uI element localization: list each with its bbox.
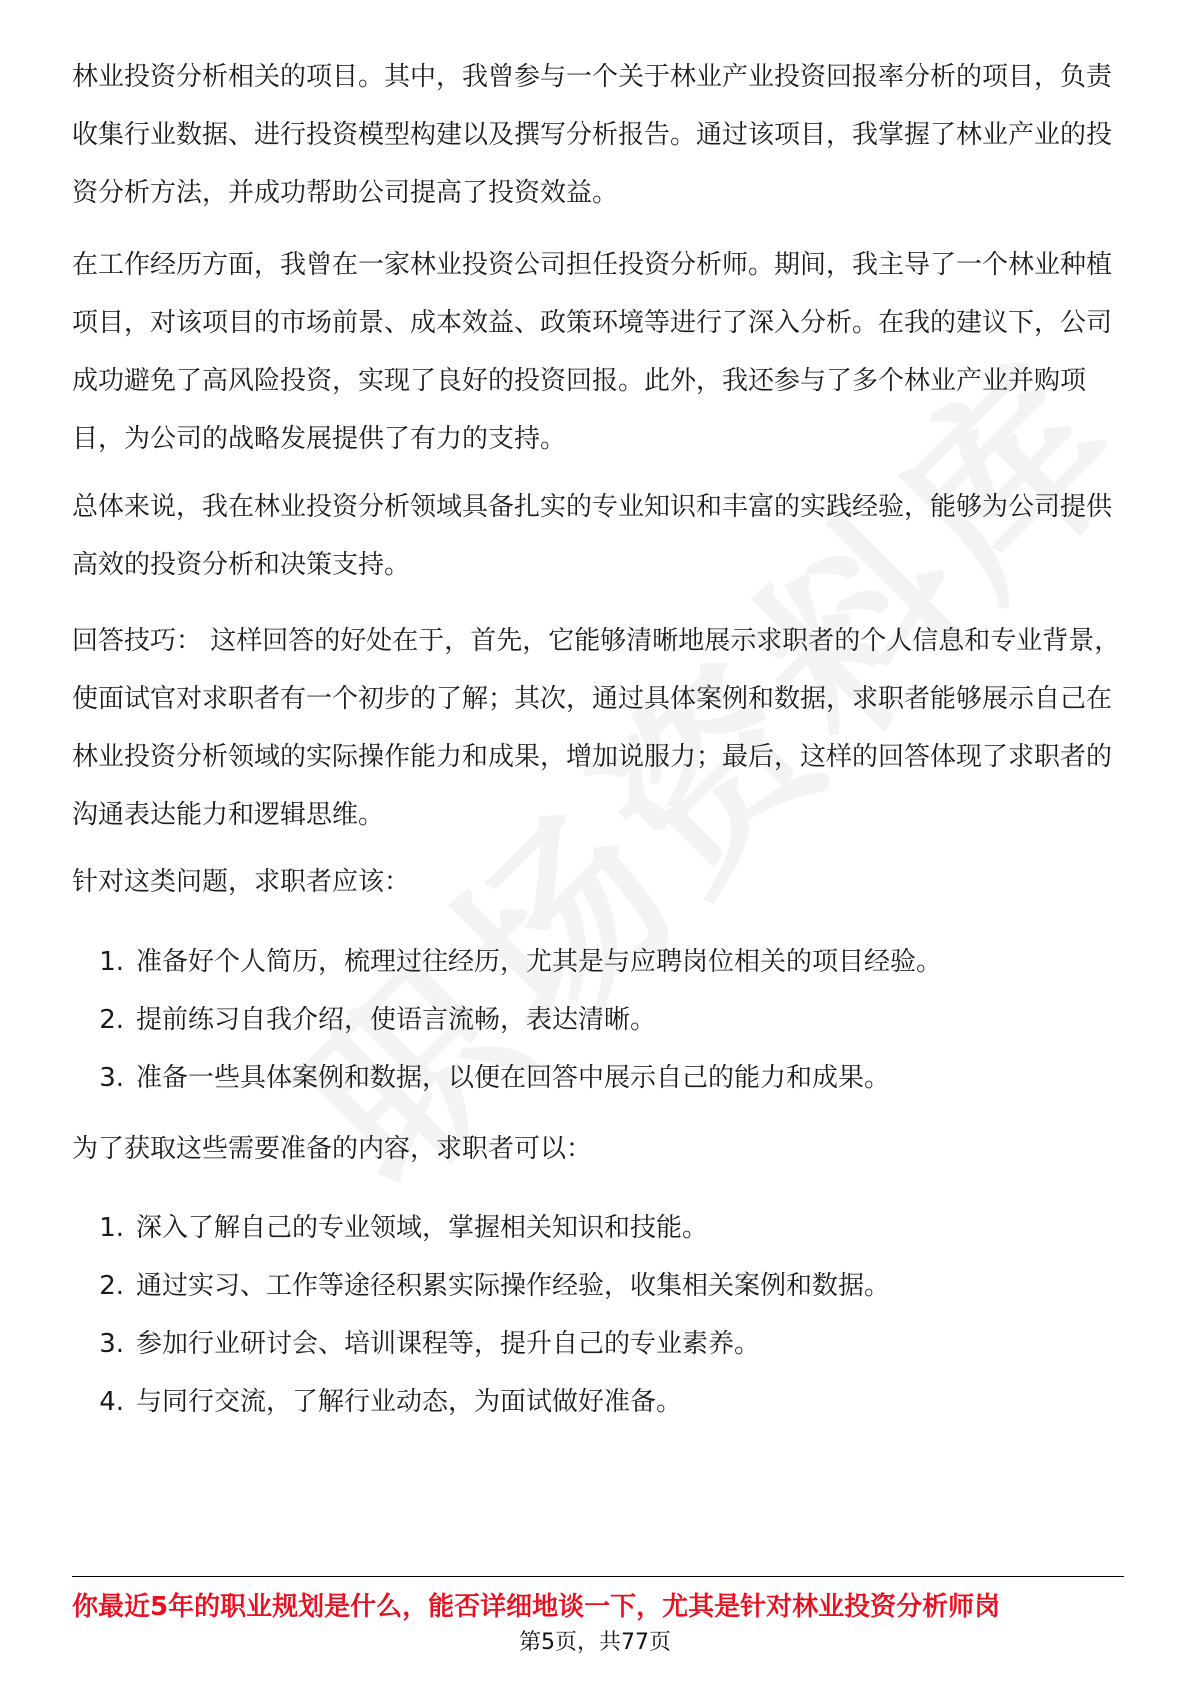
preparation-list — [72, 933, 1122, 1107]
list-item — [72, 1257, 1122, 1315]
next-question-heading: 你最近5年的职业规划是什么，能否详细地谈一下，尤其是针对林业投资分析师岗 — [72, 1592, 1001, 1622]
list-text: 提前练习自我介绍，使语言流畅，表达清晰。 — [136, 1005, 657, 1035]
list-text: 与同行交流，了解行业动态，为面试做好准备。 — [136, 1387, 683, 1417]
list-text: 参加行业研讨会、培训课程等，提升自己的专业素养。 — [136, 1329, 761, 1359]
list-text: 通过实习、工作等途径积累实际操作经验，收集相关案例和数据。 — [136, 1271, 891, 1301]
list-item — [72, 1373, 1122, 1431]
list-item — [72, 1049, 1122, 1107]
paragraph-work-experience: 在工作经历方面，我曾在一家林业投资公司担任投资分析师。期间，我主导了一个林业种植项目，对该项目的市场前景、成本效益、政策环境等进行了深入分析。在我的建议下，公司成功避免了高风险投资，实现了良好的投资回报。此外，我还参与了多个林业产业并购项目，为公司的战略发展提供了有力的支持。 — [72, 250, 1113, 454]
paragraph-answer-tips: 回答技巧： 这样回答的好处在于，首先，它能够清晰地展示求职者的个人信息和专业背景，使面试官对求职者有一个初步的了解；其次，通过具体案例和数据，求职者能够展示自己在林业投资分析领域的实际操作能力和成果，增加说服力；最后，这样的回答体现了求职者的沟通表达能力和逻辑思维。 — [72, 626, 1121, 830]
list-text: 准备好个人简历，梳理过往经历，尤其是与应聘岗位相关的项目经验。 — [136, 947, 943, 977]
acquisition-list — [72, 1199, 1122, 1431]
list-item — [72, 1199, 1122, 1257]
paragraph-preparation-intro: 针对这类问题，求职者应该： — [72, 867, 411, 897]
paragraph-project-experience: 林业投资分析相关的项目。其中，我曾参与一个关于林业产业投资回报率分析的项目，负责收集行业数据、进行投资模型构建以及撰写分析报告。通过该项目，我掌握了林业产业的投资分析方法，并成功帮助公司提高了投资效益。 — [72, 62, 1113, 208]
list-item — [72, 991, 1122, 1049]
list-number: 3. — [99, 1063, 124, 1093]
divider-line — [72, 1576, 1124, 1577]
paragraph-acquisition-intro: 为了获取这些需要准备的内容，求职者可以： — [72, 1134, 593, 1164]
list-item — [72, 1315, 1122, 1373]
list-number: 2. — [99, 1005, 124, 1035]
list-number: 1. — [99, 947, 124, 977]
list-number: 3. — [99, 1329, 124, 1359]
list-text: 准备一些具体案例和数据，以便在回答中展示自己的能力和成果。 — [136, 1063, 891, 1093]
paragraph-summary: 总体来说，我在林业投资分析领域具备扎实的专业知识和丰富的实践经验，能够为公司提供高效的投资分析和决策支持。 — [72, 492, 1113, 580]
page-number-footer: 第5页，共77页 — [519, 1630, 671, 1655]
list-number: 4. — [99, 1387, 124, 1417]
list-number: 2. — [99, 1271, 124, 1301]
list-item — [72, 933, 1122, 991]
list-text: 深入了解自己的专业领域，掌握相关知识和技能。 — [136, 1213, 709, 1243]
list-number: 1. — [99, 1213, 124, 1243]
